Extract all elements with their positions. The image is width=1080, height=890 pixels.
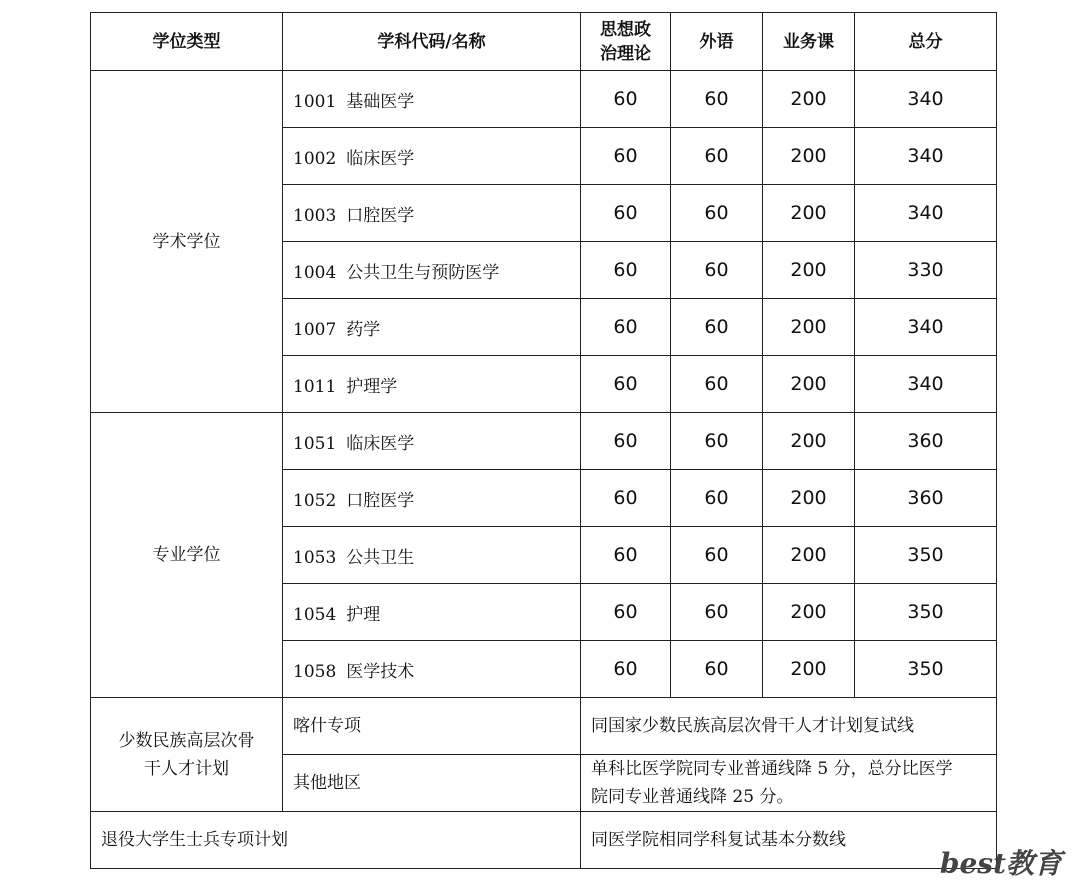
- politics-score: 60: [581, 242, 671, 299]
- subject-name: 公共卫生与预防医学: [346, 262, 500, 283]
- total-score: 350: [855, 641, 997, 698]
- header-language: 外语: [671, 13, 763, 71]
- language-score: 60: [671, 356, 763, 413]
- table-row: [91, 698, 997, 755]
- major-score: 200: [763, 413, 855, 470]
- subject-name: 公共卫生: [346, 547, 415, 568]
- language-score: 60: [671, 71, 763, 128]
- total-score: 360: [855, 470, 997, 527]
- subject-cell: [283, 470, 581, 527]
- header-politics-line: 思想政: [600, 19, 651, 40]
- total-score: 340: [855, 356, 997, 413]
- special-note-line: 单科比医学院同专业普通线降 5 分，总分比医学: [591, 759, 953, 779]
- language-score: 60: [671, 185, 763, 242]
- subject-code: 1054: [293, 604, 337, 625]
- special-plan-type-line: 少数民族高层次骨: [118, 730, 255, 751]
- degree-type-cell: 学术学位: [91, 71, 283, 413]
- total-score: 340: [855, 299, 997, 356]
- subject-cell: [283, 128, 581, 185]
- header-politics: [581, 13, 671, 71]
- header-politics-line: 治理论: [600, 43, 651, 64]
- subject-code: 1052: [293, 490, 337, 511]
- total-score: 360: [855, 413, 997, 470]
- subject-code: 1002: [293, 148, 337, 169]
- language-score: 60: [671, 242, 763, 299]
- major-score: 200: [763, 584, 855, 641]
- major-score: 200: [763, 527, 855, 584]
- score-table: [90, 12, 997, 869]
- subject-cell: [283, 185, 581, 242]
- subject-cell: [283, 584, 581, 641]
- special-plan-type-line: 干人才计划: [144, 758, 229, 779]
- politics-score: 60: [581, 299, 671, 356]
- total-score: 330: [855, 242, 997, 299]
- subject-code: 1001: [293, 91, 337, 112]
- subject-cell: [283, 527, 581, 584]
- veteran-plan-type: 退役大学生士兵专项计划: [91, 812, 581, 869]
- subject-code: 1053: [293, 547, 337, 568]
- subject-cell: [283, 299, 581, 356]
- table-row: [91, 812, 997, 869]
- table-header-row: [91, 13, 997, 71]
- header-total: 总分: [855, 13, 997, 71]
- subject-cell: [283, 356, 581, 413]
- subject-code: 1003: [293, 205, 337, 226]
- politics-score: 60: [581, 185, 671, 242]
- politics-score: 60: [581, 470, 671, 527]
- special-note: [581, 755, 997, 812]
- major-score: 200: [763, 299, 855, 356]
- header-major: 业务课: [763, 13, 855, 71]
- total-score: 350: [855, 527, 997, 584]
- watermark-text: best教育: [939, 847, 1062, 880]
- language-score: 60: [671, 584, 763, 641]
- special-area: 喀什专项: [283, 698, 581, 755]
- subject-code: 1007: [293, 319, 337, 340]
- politics-score: 60: [581, 413, 671, 470]
- total-score: 340: [855, 185, 997, 242]
- subject-code: 1051: [293, 433, 337, 454]
- politics-score: 60: [581, 71, 671, 128]
- subject-code: 1011: [293, 376, 337, 397]
- major-score: 200: [763, 185, 855, 242]
- subject-code: 1004: [293, 262, 337, 283]
- total-score: 350: [855, 584, 997, 641]
- subject-cell: [283, 413, 581, 470]
- special-note-line: 院同专业普通线降 25 分。: [591, 787, 794, 807]
- major-score: 200: [763, 470, 855, 527]
- table-row: [91, 413, 997, 470]
- major-score: 200: [763, 128, 855, 185]
- politics-score: 60: [581, 356, 671, 413]
- subject-name: 药学: [346, 319, 381, 340]
- total-score: 340: [855, 71, 997, 128]
- language-score: 60: [671, 128, 763, 185]
- major-score: 200: [763, 242, 855, 299]
- politics-score: 60: [581, 527, 671, 584]
- special-area: 其他地区: [283, 755, 581, 812]
- subject-name: 护理学: [346, 376, 398, 397]
- language-score: 60: [671, 527, 763, 584]
- subject-name: 临床医学: [346, 433, 415, 454]
- politics-score: 60: [581, 584, 671, 641]
- subject-cell: [283, 242, 581, 299]
- total-score: 340: [855, 128, 997, 185]
- major-score: 200: [763, 641, 855, 698]
- subject-name: 护理: [346, 604, 381, 625]
- subject-name: 基础医学: [346, 91, 415, 112]
- major-score: 200: [763, 356, 855, 413]
- special-note: 同国家少数民族高层次骨干人才计划复试线: [581, 698, 997, 755]
- special-plan-type: [91, 698, 283, 812]
- subject-cell: [283, 641, 581, 698]
- language-score: 60: [671, 470, 763, 527]
- language-score: 60: [671, 641, 763, 698]
- veteran-note: 同医学院相同学科复试基本分数线: [581, 812, 997, 869]
- degree-type-cell: 专业学位: [91, 413, 283, 698]
- major-score: 200: [763, 71, 855, 128]
- subject-name: 口腔医学: [346, 205, 415, 226]
- header-subject: 学科代码/名称: [283, 13, 581, 71]
- language-score: 60: [671, 413, 763, 470]
- politics-score: 60: [581, 641, 671, 698]
- table-row: [91, 71, 997, 128]
- subject-name: 口腔医学: [346, 490, 415, 511]
- subject-cell: [283, 71, 581, 128]
- header-degree-type: 学位类型: [91, 13, 283, 71]
- subject-code: 1058: [293, 661, 337, 682]
- subject-name: 临床医学: [346, 148, 415, 169]
- politics-score: 60: [581, 128, 671, 185]
- subject-name: 医学技术: [346, 661, 415, 682]
- language-score: 60: [671, 299, 763, 356]
